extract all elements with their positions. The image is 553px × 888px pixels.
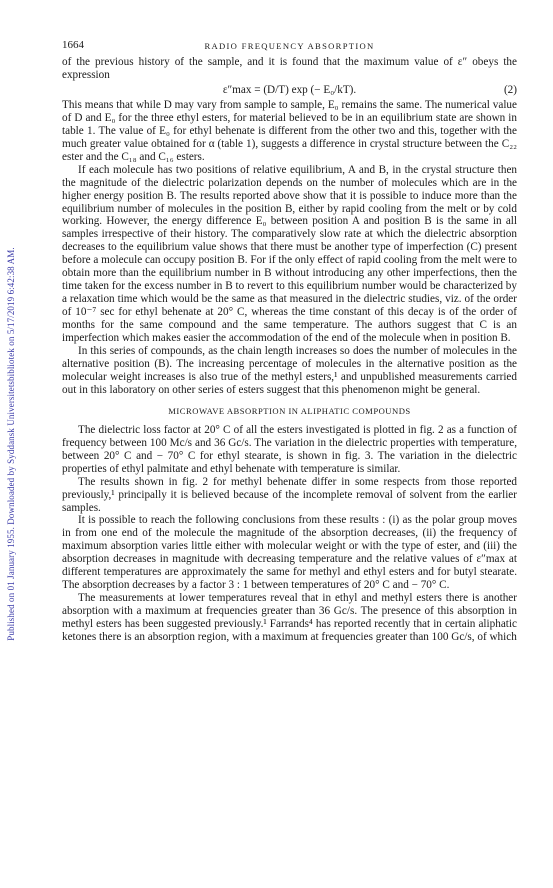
download-notice — [4, 0, 18, 888]
download-notice-text: Published on 01 January 1955. Downloaded by Syddansk Universitetsbibliotek on 5/17/2019 6:42:38 AM. — [6, 247, 16, 641]
paragraph: The results shown in fig. 2 for methyl behenate differ in some respects from those reported previously,¹ principally it is believed because of the incomplete removal of solvent from the earlier samples. — [62, 475, 517, 514]
running-head: RADIO FREQUENCY ABSORPTION — [204, 41, 375, 51]
equation-number: (2) — [503, 83, 517, 96]
section-heading: MICROWAVE ABSORPTION IN ALIPHATIC COMPOUNDS — [168, 405, 411, 416]
equation — [62, 82, 517, 99]
page-number: 1664 — [62, 39, 84, 51]
paragraph: If each molecule has two positions of relative equilibrium, A and B, in the crystal structure then the magnitude of the dielectric polarization depends on the number of molecules which are in the higher energy position B. The results reported above show that it is possible to induce more than the equilibrium number of molecules in the position B, either by rapid cooling from the melt or by cold working. However, the energy difference E₀ between position A and position B is the same in all samples irrespective of their history. The comparatively slow rate at which the dielectric absorption decreases to the equilibrium value shows that there must be another type of imperfection (C) present before a molecule can occupy position B. For if the only effect of rapid cooling from the melt were to obtain more than the equilibrium number in B without introducing any other imperfections, then the time taken for the excess number in B to revert to this equilibrium number would be characterized by a relaxation time which would be the same as that measured in the dielectric studies, viz. of the order of 10⁻⁷ sec for ethyl behenate at 20° C, whereas the time constant of this decay is of the order of months for the same compound and the same temperature. The authors suggest that C is an imperfection which makes easier the accommodation of the end of the molecule when in position B. — [62, 163, 517, 345]
page-header — [62, 39, 517, 53]
paragraph: It is possible to reach the following conclusions from these results : (i) as the polar group moves in from one end of the molecule the magnitude of the absorption decreases, (ii) the frequency of maximum absorption varies little either with molecular weight or with the type of ester, and (iii) the absorption decreases in magnitude with decreasing temperature and the relative values of ε″max at different temperatures are approximately the same for methyl and ethyl esters and for butyl stearate. The absorption decreases by a factor 3 : 1 between temperatures of 20° C and − 70° C. — [62, 514, 517, 592]
paragraph: of the previous history of the sample, and it is found that the maximum value of ε″ obeys the expression — [62, 56, 517, 81]
paragraph: The dielectric loss factor at 20° C of all the esters investigated is plotted in fig. 2 as a function of frequency between 100 Mc/s and 36 Gc/s. The variation in the dielectric properties with temperature, between 20° C and − 70° C for ethyl stearate, is shown in fig. 3. The variation in the dielectric properties of ethyl palmitate and ethyl behenate with temperature is similar. — [62, 423, 517, 475]
paragraph: In this series of compounds, as the chain length increases so does the number of molecules in the alternative position (B). The increasing percentage of molecules in the alternative position as the molecular weight increases is also true of the methyl esters,¹ and unpublished measurements carried out in this laboratory on other series of esters suggest that this phenomenon might be general. — [62, 345, 517, 396]
paragraph: The measurements at lower temperatures reveal that in ethyl and methyl esters there is another absorption with a maximum at frequencies greater than 36 Gc/s. The presence of this absorption in methyl esters has been suggested previously.¹ Farrands⁴ has reported recently that in certain aliphatic ketones there is an absorption region, with a maximum at frequencies greater than 100 Gc/s, of which — [62, 592, 517, 644]
body-text — [62, 56, 517, 644]
paragraph: This means that while D may vary from sample to sample, E₀ remains the same. The numerical value of D and E₀ for the three ethyl esters, for material believed to be in an equilibrium state are shown in table 1. The value of E₀ for ethyl behenate is different from the other two and this, together with the much greater value obtained for α (table 1), suggests a difference in crystal structure between the C₂₂ ester and the C₁₈ and C₁₆ esters. — [62, 98, 517, 163]
equation-formula: ε″max = (D/T) exp (− E₀/kT). — [222, 83, 357, 96]
